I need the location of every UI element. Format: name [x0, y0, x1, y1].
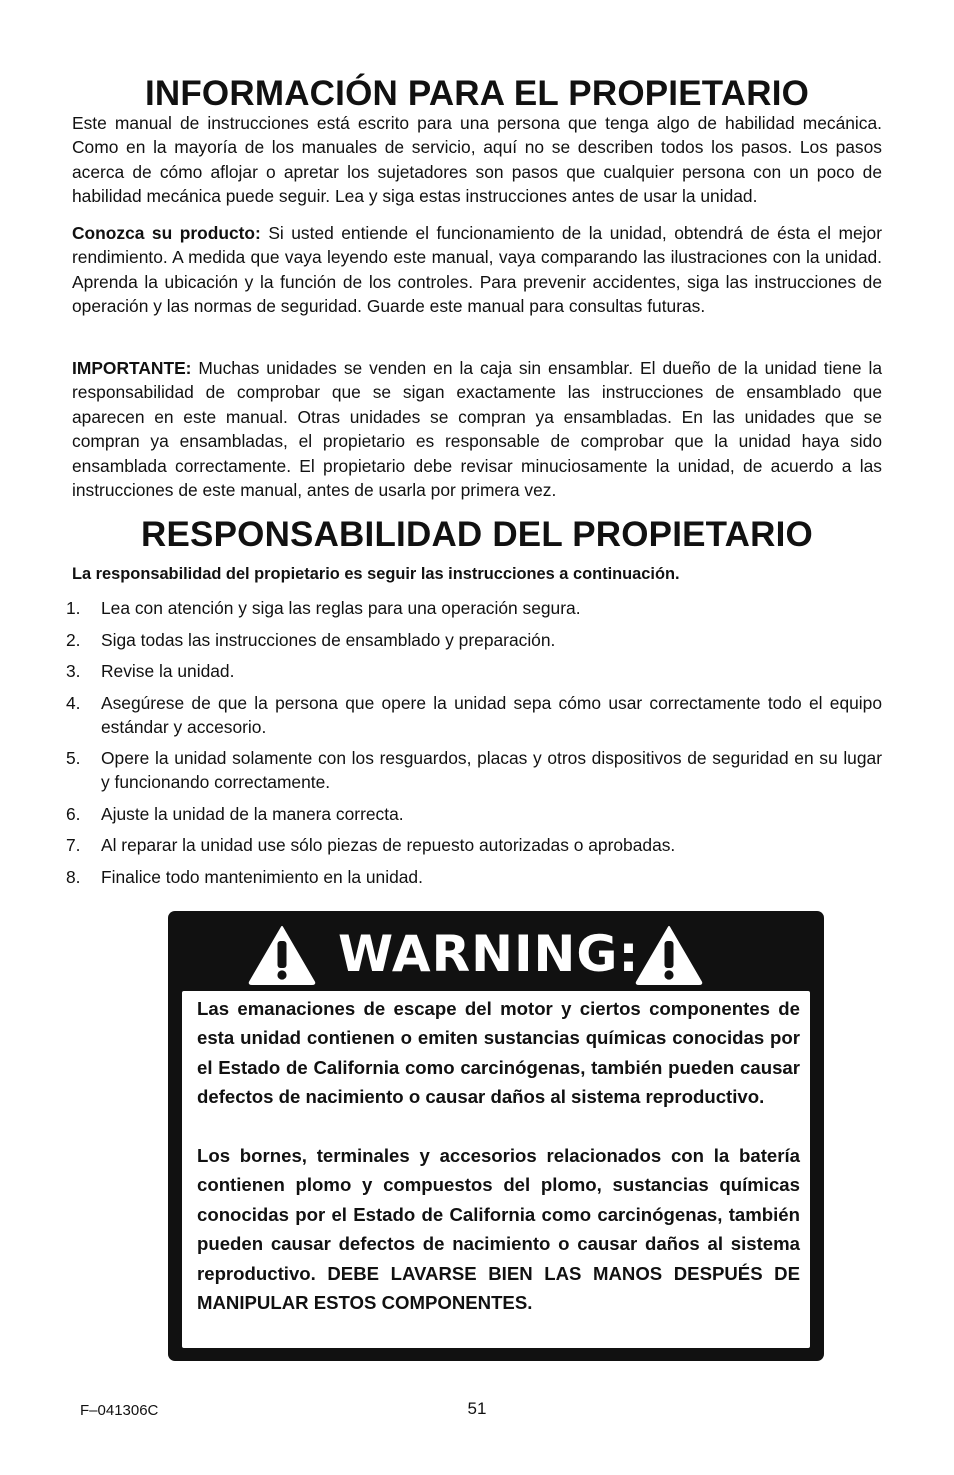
warning-paragraph-emissions: Las emanaciones de escape del motor y ciertos componentes de esta unidad contienen o emiten sustancias químicas conocidas por el Estado de California como carcinógenas, también pueden causar defectos de nacimiento o causar daños al sistema reproductivo.	[197, 998, 800, 1108]
warning-title: WARNING:	[338, 925, 640, 983]
list-item-text: Revise la unidad.	[101, 661, 235, 681]
important-paragraph	[72, 356, 882, 502]
list-item-text: Asegúrese de que la persona que opere la unidad sepa cómo usar correctamente todo el equipo estándar y accesorio.	[101, 692, 882, 737]
list-item	[66, 628, 882, 652]
list-item	[66, 746, 882, 794]
know-your-product-paragraph	[72, 221, 882, 319]
page-number: 51	[467, 1399, 487, 1418]
warning-header	[168, 911, 824, 989]
know-your-product-label: Conozca su producto:	[72, 223, 261, 243]
list-item	[66, 865, 882, 889]
list-item	[66, 691, 882, 739]
know-your-product-text: Si usted entiende el funcionamiento de la unidad, obtendrá de ésta el mejor rendimiento. A medida que vaya leyendo este manual, vaya comparando las ilustraciones con la unidad. Aprenda la ubicación y la función de los controles. Para prevenir accidentes, siga las instrucciones de operación y las normas de seguridad. Guarde este manual para consultas futuras.	[72, 223, 882, 317]
list-item-number: 2.	[66, 629, 81, 650]
list-item-text: Lea con atención y siga las reglas para una operación segura.	[101, 598, 581, 618]
warning-body	[182, 991, 810, 1348]
list-item-number: 7.	[66, 835, 81, 855]
list-item-number: 6.	[66, 803, 81, 824]
important-label: IMPORTANTE:	[72, 358, 192, 378]
list-item-number: 1.	[66, 598, 81, 618]
list-item-text: Finalice todo mantenimiento en la unidad.	[101, 866, 423, 887]
section-title-owner-information: INFORMACIÓN PARA EL PROPIETARIO	[144, 74, 810, 113]
responsibility-list	[66, 596, 882, 896]
warning-box	[168, 911, 824, 1361]
warning-paragraph-battery: Los bornes, terminales y accesorios relacionados con la batería contienen plomo y compuestos del plomo, sustancias químicas conocidas por el Estado de California como carcinógenas, también pueden causar defectos de nacimiento o causar daños al sistema reproductivo. DEBE LAVARSE BIEN LAS MANOS DESPUÉS DE MANIPULAR ESTOS COMPONENTES.	[197, 1145, 800, 1314]
responsibility-intro: La responsabilidad del propietario es seguir las instrucciones a continuación.	[72, 565, 680, 583]
list-item-text: Siga todas las instrucciones de ensamblado y preparación.	[101, 629, 556, 650]
list-item	[66, 659, 882, 683]
document-code: F–041306C	[80, 1402, 159, 1419]
intro-paragraph: Este manual de instrucciones está escrito para una persona que tenga algo de habilidad mecánica. Como en la mayoría de los manuales de servicio, aquí no se describen todos los pasos. Los pasos acerca de cómo aflojar o apretar los sujetadores son pasos que cualquier persona con un poco de habilidad mecánica puede seguir. Lea y siga estas instrucciones antes de usar la unidad.	[72, 113, 882, 207]
list-item-text: Ajuste la unidad de la manera correcta.	[101, 803, 404, 824]
warning-triangle-icon	[634, 924, 704, 986]
warning-triangle-icon	[247, 924, 317, 986]
list-item-text: Al reparar la unidad use sólo piezas de repuesto autorizadas o aprobadas.	[101, 835, 676, 855]
list-item	[66, 833, 882, 857]
list-item-number: 3.	[66, 661, 81, 681]
list-item-number: 8.	[66, 866, 81, 887]
list-item-text: Opere la unidad solamente con los resguardos, placas y otros dispositivos de seguridad en su lugar y funcionando correctamente.	[101, 748, 882, 792]
important-text: Muchas unidades se venden en la caja sin ensamblar. El dueño de la unidad tiene la responsabilidad de comprobar que se sigan exactamente las instrucciones de ensamblado que aparecen en este manual. Otras unidades se compran ya ensambladas. En las unidades que se compran ya ensambladas, el propietario es responsable de comprobar que la unidad haya sido ensamblada correctamente. El propietario debe revisar minuciosamente la unidad, de acuerdo a las instrucciones de este manual, antes de usarla por primera vez.	[72, 358, 882, 501]
list-item-number: 5.	[66, 748, 81, 768]
section-title-owner-responsibility: RESPONSABILIDAD DEL PROPIETARIO	[141, 515, 813, 554]
list-item	[66, 802, 882, 826]
list-item	[66, 596, 882, 620]
list-item-number: 4.	[66, 692, 81, 713]
